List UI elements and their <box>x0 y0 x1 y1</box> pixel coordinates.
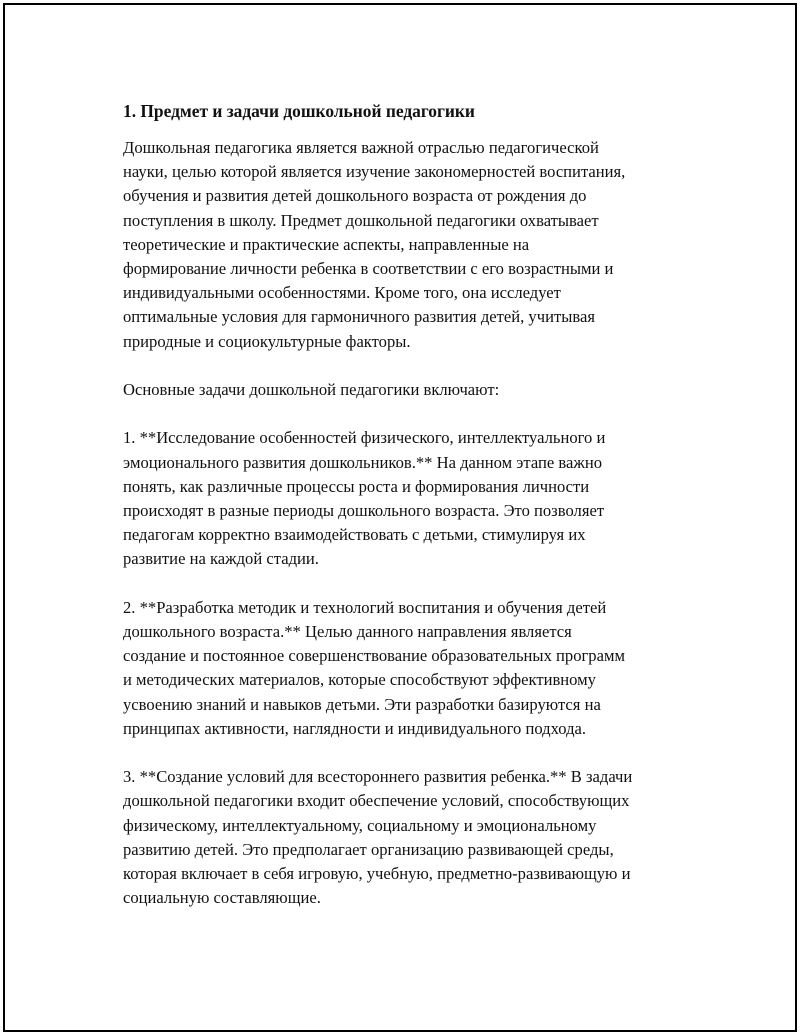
text-line: формирование личности ребенка в соответствии с его возрастными и <box>123 259 614 279</box>
text-line: Основные задачи дошкольной педагогики включают: <box>123 380 500 400</box>
text-line: обучения и развития детей дошкольного возраста от рождения до <box>123 186 587 206</box>
text-line: создание и постоянное совершенствование образовательных программ <box>123 646 625 666</box>
text-line: оптимальные условия для гармоничного развития детей, учитывая <box>123 307 595 327</box>
paragraph-2 <box>123 378 703 402</box>
text-line: и методических материалов, которые способствуют эффективному <box>123 670 596 690</box>
paragraph-4 <box>123 596 703 741</box>
text-line: 3. **Создание условий для всестороннего развития ребенка.** В задачи <box>123 767 633 787</box>
text-line: которая включает в себя игровую, учебную, предметно-развивающую и <box>123 864 631 884</box>
text-line: 2. **Разработка методик и технологий воспитания и обучения детей <box>123 597 607 617</box>
paragraph-1 <box>123 136 703 354</box>
text-line: дошкольного возраста.** Целью данного направления является <box>123 622 572 642</box>
text-line: развитие на каждой стадии. <box>123 549 319 569</box>
text-line: индивидуальными особенностями. Кроме того, она исследует <box>123 283 561 303</box>
text-line: науки, целью которой является изучение закономерностей воспитания, <box>123 162 626 182</box>
text-line: педагогам корректно взаимодействовать с детьми, стимулируя их <box>123 525 586 545</box>
paragraph-list <box>123 136 703 910</box>
text-line: усвоению знаний и навыков детьми. Эти разработки базируются на <box>123 694 601 714</box>
text-line: понять, как различные процессы роста и формирования личности <box>123 476 590 496</box>
text-line: развитию детей. Это предполагает организацию развивающей среды, <box>123 839 614 859</box>
text-line: дошкольной педагогики входит обеспечение условий, способствующих <box>123 791 630 811</box>
paragraph-5 <box>123 765 703 910</box>
text-line: происходят в разные периоды дошкольного возраста. Это позволяет <box>123 501 605 521</box>
text-line: социальную составляющие. <box>123 888 321 908</box>
text-line: 1. **Исследование особенностей физического, интеллектуального и <box>123 428 606 448</box>
document-page <box>3 3 797 1032</box>
text-line: эмоционального развития дошкольников.** На данном этапе важно <box>123 452 603 472</box>
document-body <box>123 98 703 935</box>
text-line: поступления в школу. Предмет дошкольной педагогики охватывает <box>123 210 599 230</box>
text-line: принципах активности, наглядности и индивидуального подхода. <box>123 718 587 738</box>
text-line: физическому, интеллектуальному, социальному и эмоциональному <box>123 815 597 835</box>
paragraph-3 <box>123 426 703 571</box>
document-title: 1. Предмет и задачи дошкольной педагогики <box>123 101 475 121</box>
text-line: природные и социокультурные факторы. <box>123 331 411 351</box>
text-line: теоретические и практические аспекты, направленные на <box>123 234 530 254</box>
text-line: Дошкольная педагогика является важной отраслью педагогической <box>123 138 599 157</box>
